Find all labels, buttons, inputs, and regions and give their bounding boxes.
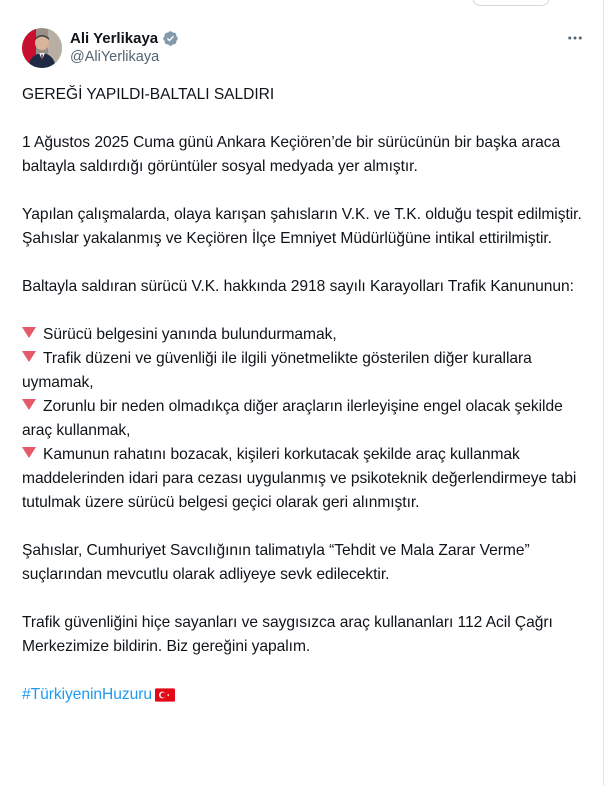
list-item xyxy=(22,443,592,515)
hashtag-text: #TürkiyeninHuzuru xyxy=(22,686,153,703)
author-handle[interactable]: @AliYerlikaya xyxy=(70,49,160,65)
list-item xyxy=(22,395,592,443)
hashtag-line xyxy=(22,683,592,707)
bullet-list xyxy=(22,323,592,515)
bullet-text: Kamunun rahatını bozacak, kişileri korkutacak şekilde araç kullanmak maddelerinden idari para cezası uygulanmış ve psikoteknik değerlendirmeye tabi tutulmak üzere sürücü belgesi geçici olarak geri alınmıştır. xyxy=(22,446,577,511)
red-triangle-icon xyxy=(22,351,36,362)
bullet-text: Trafik düzeni ve güvenliği ile ilgili yönetmelikte gösterilen diğer kurallara uymamak, xyxy=(22,350,532,391)
tweet-paragraph-2: Yapılan çalışmalarda, olaya karışan şahısların V.K. ve T.K. olduğu tespit edilmiştir. Şahıslar yakalanmış ve Keçiören İlçe Emniyet Müdürlüğüne intikal ettirilmiştir. xyxy=(22,206,582,247)
author-display-name[interactable]: Ali Yerlikaya xyxy=(70,30,159,47)
author-names xyxy=(70,29,179,67)
avatar[interactable] xyxy=(22,28,62,68)
red-triangle-icon xyxy=(22,447,36,458)
more-options-button[interactable] xyxy=(565,28,585,48)
bullet-text: Zorunlu bir neden olmadıkça diğer araçların ilerleyişine engel olacak şekilde araç kullanmak, xyxy=(22,398,563,439)
red-triangle-icon xyxy=(22,399,36,410)
tweet-headline: GEREĞİ YAPILDI-BALTALI SALDIRI xyxy=(22,86,275,103)
profile-photo-icon xyxy=(22,28,62,68)
hashtag-link[interactable] xyxy=(22,683,175,707)
more-horizontal-icon xyxy=(566,29,584,47)
tweet-paragraph-5: Trafik güvenliğini hiçe sayanları ve saygısızca araç kullananları 112 Acil Çağrı Merkezimize bildirin. Biz gereğini yapalım. xyxy=(22,614,553,655)
top-pill-button[interactable] xyxy=(472,0,550,6)
tweet-header xyxy=(22,26,585,70)
list-item xyxy=(22,323,592,347)
name-row xyxy=(70,29,179,48)
turkey-flag-icon xyxy=(155,688,175,702)
tweet-paragraph-4: Şahıslar, Cumhuriyet Savcılığının talimatıyla “Tehdit ve Mala Zarar Verme” suçlarından mevcutlu olarak adliyeye sevk edilecektir. xyxy=(22,542,530,583)
tweet-paragraph-3: Baltayla saldıran sürücü V.K. hakkında 2918 sayılı Karayolları Trafik Kanununun: xyxy=(22,278,574,295)
bullet-text: Sürücü belgesini yanında bulundurmamak, xyxy=(43,326,337,343)
verified-badge-icon[interactable] xyxy=(162,30,179,47)
tweet-paragraph-1: 1 Ağustos 2025 Cuma günü Ankara Keçiören’de bir sürücünün bir başka araca baltayla saldırdığı görüntüler sosyal medyada yer almıştır. xyxy=(22,134,561,175)
red-triangle-icon xyxy=(22,327,36,338)
tweet-body xyxy=(22,83,592,731)
list-item xyxy=(22,347,592,395)
